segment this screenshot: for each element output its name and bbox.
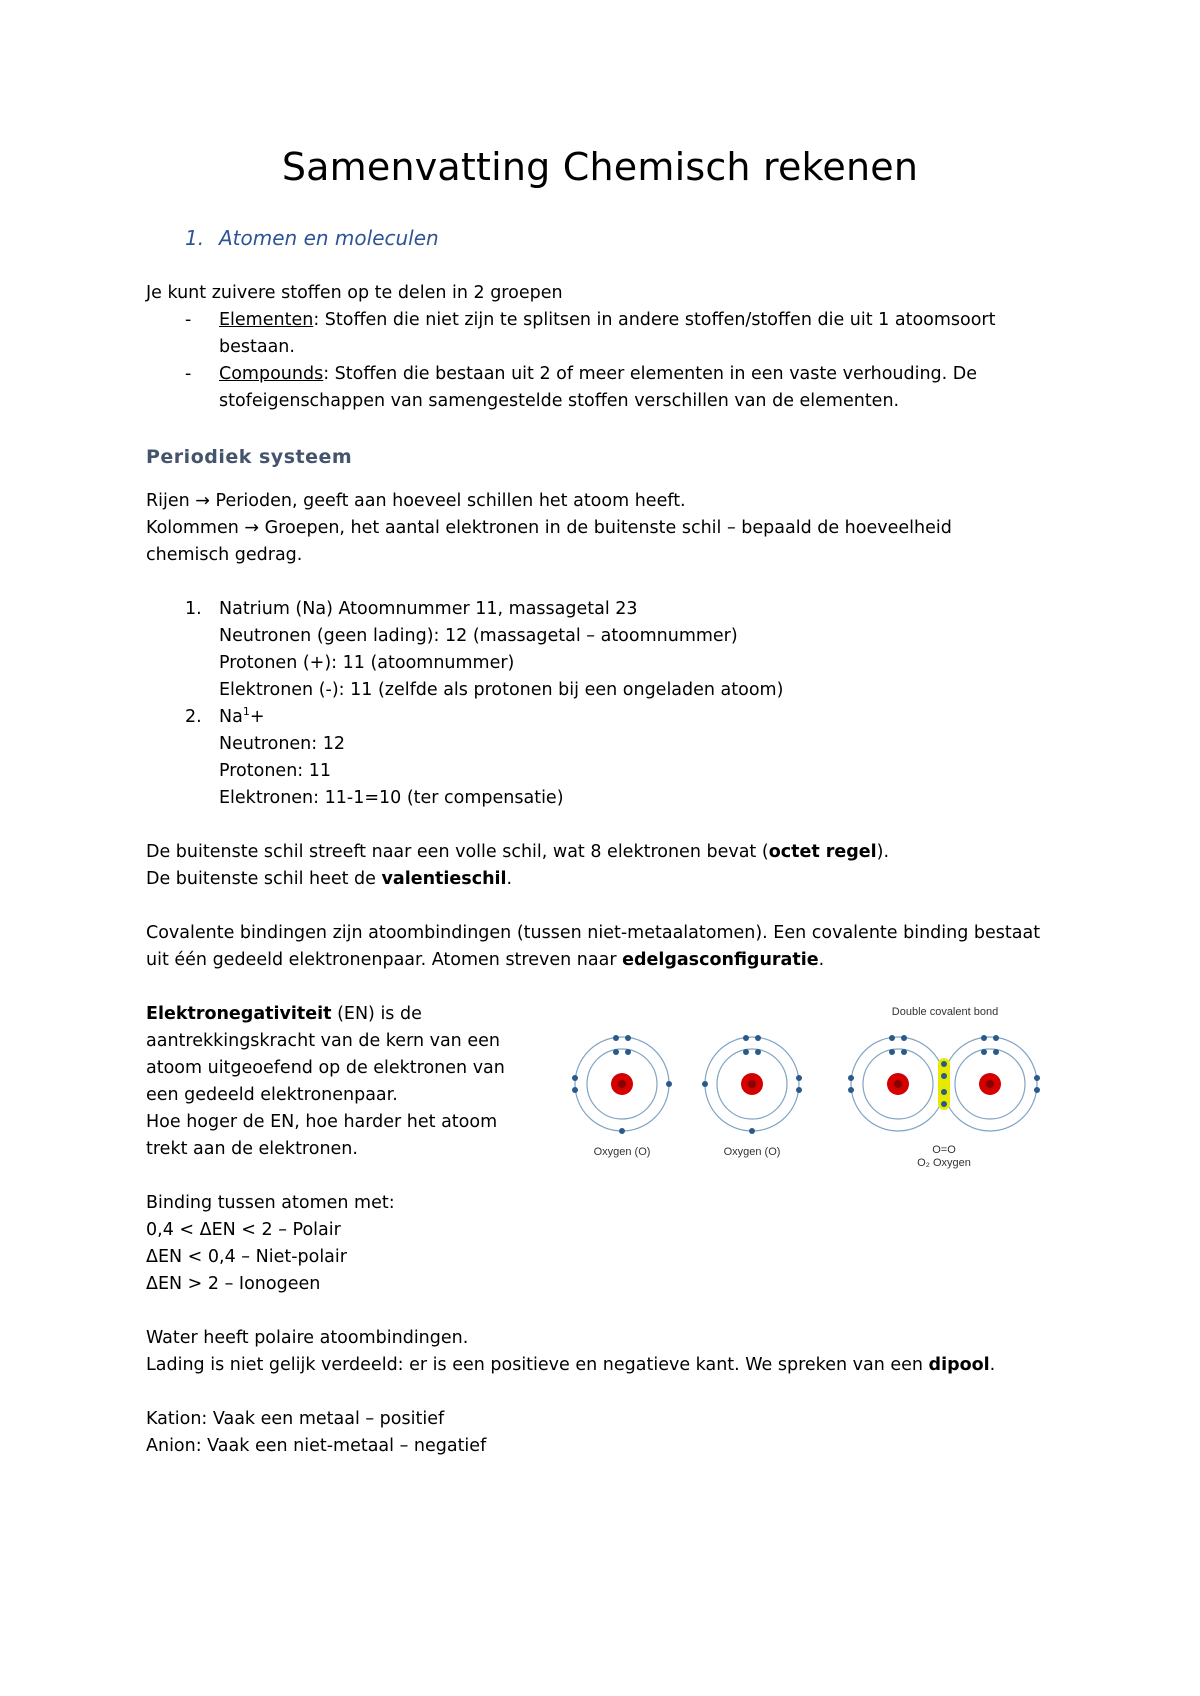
octet-line: [146, 839, 889, 866]
oxygen-atom-1: [572, 1035, 672, 1134]
en-line: aantrekkingskracht van de kern van een: [146, 1031, 500, 1051]
list-number: 1.: [185, 599, 202, 619]
figure-title: Double covalent bond: [891, 1006, 999, 1018]
bullet-compounds: [219, 361, 977, 388]
bullet-dash: -: [185, 310, 192, 330]
bullet-text: : Stoffen die bestaan uit 2 of meer elementen in een vaste verhouding. De: [323, 364, 978, 384]
rows-line: Rijen → Perioden, geeft aan hoeveel schillen het atoom heeft.: [146, 491, 686, 511]
list-number: 2.: [185, 707, 202, 727]
text: uit één gedeeld elektronenpaar. Atomen streven naar: [146, 950, 623, 970]
binding-line: 0,4 < ΔEN < 2 – Polair: [146, 1220, 341, 1240]
octet-term: octet regel: [768, 842, 877, 862]
list-item: Elektronen (-): 11 (zelfde als protonen bij een ongeladen atoom): [219, 680, 784, 700]
atom-label-1: Oxygen (O): [593, 1146, 651, 1158]
binding-heading: Binding tussen atomen met:: [146, 1193, 395, 1213]
double-covalent-bond-figure: [538, 990, 1068, 1188]
text: De buitenste schil streeft naar een volle schil, wat 8 elektronen bevat (: [146, 842, 769, 862]
ion-formula: [219, 704, 265, 731]
text: De buitenste schil heet de: [146, 869, 382, 889]
text: Lading is niet gelijk verdeeld: er is een positieve en negatieve kant. We spreken van een: [146, 1355, 929, 1375]
en-line: [146, 1001, 422, 1028]
term-compounds: Compounds: [219, 364, 324, 384]
atom-label-2: Oxygen (O): [723, 1146, 781, 1158]
page-title: Samenvatting Chemisch rekenen: [281, 145, 919, 189]
list-item: Neutronen: 12: [219, 734, 346, 754]
text: .: [989, 1355, 996, 1375]
term-elementen: Elementen: [219, 310, 314, 330]
molecule-formula: O=O: [932, 1144, 956, 1156]
molecule-label: O₂ Oxygen: [917, 1157, 971, 1169]
bullet-text: : Stoffen die niet zijn te splitsen in andere stoffen/stoffen die uit 1 atoomsoort: [313, 310, 996, 330]
dipool-term: dipool: [928, 1355, 990, 1375]
binding-line: ΔEN < 0,4 – Niet-polair: [146, 1247, 347, 1267]
bond-diagram: [538, 990, 1068, 1188]
en-term: Elektronegativiteit: [146, 1004, 332, 1024]
section-heading-atomen: [185, 226, 439, 250]
columns-line-cont: chemisch gedrag.: [146, 545, 303, 565]
en-line: Hoe hoger de EN, hoe harder het atoom: [146, 1112, 498, 1132]
list-item: Protonen (+): 11 (atoomnummer): [219, 653, 515, 673]
text: ).: [876, 842, 890, 862]
text: .: [818, 950, 825, 970]
water-line: Water heeft polaire atoombindingen.: [146, 1328, 469, 1348]
oxygen-atom-2: [702, 1035, 802, 1134]
text: (EN) is de: [331, 1004, 422, 1024]
anion-line: Anion: Vaak een niet-metaal – negatief: [146, 1436, 487, 1456]
covalent-line: Covalente bindingen zijn atoombindingen (tussen niet-metaalatomen). Een covalente binding bestaat: [146, 923, 1041, 943]
kation-line: Kation: Vaak een metaal – positief: [146, 1409, 445, 1429]
text: .: [506, 869, 513, 889]
valence-line: [146, 866, 512, 893]
bullet-elementen: [219, 307, 996, 334]
covalent-line-2: [146, 947, 824, 974]
bullet-dash: -: [185, 364, 192, 384]
binding-line: ΔEN > 2 – Ionogeen: [146, 1274, 321, 1294]
en-line: trekt aan de elektronen.: [146, 1139, 358, 1159]
list-item: Elektronen: 11-1=10 (ter compensatie): [219, 788, 564, 808]
section-heading-periodiek: Periodiek systeem: [146, 446, 353, 468]
bullet-continuation: bestaan.: [219, 337, 295, 357]
valence-term: valentieschil: [381, 869, 507, 889]
intro-text: Je kunt zuivere stoffen op te delen in 2 groepen: [146, 283, 563, 303]
bullet-continuation: stofeigenschappen van samengestelde stoffen verschillen van de elementen.: [219, 391, 900, 411]
ion-tail: +: [249, 707, 265, 727]
ion-base: Na: [219, 707, 243, 727]
section-title: Atomen en moleculen: [219, 226, 439, 250]
en-line: een gedeeld elektronenpaar.: [146, 1085, 398, 1105]
en-line: atoom uitgeoefend op de elektronen van: [146, 1058, 505, 1078]
columns-line: Kolommen → Groepen, het aantal elektronen in de buitenste schil – bepaald de hoeveelheid: [146, 518, 952, 538]
list-item: Natrium (Na) Atoomnummer 11, massagetal 23: [219, 599, 638, 619]
edelgas-term: edelgasconfiguratie: [622, 950, 819, 970]
list-item: Neutronen (geen lading): 12 (massagetal – atoomnummer): [219, 626, 738, 646]
dipool-line: [146, 1352, 995, 1379]
oxygen-molecule: [848, 1035, 1040, 1131]
list-item: Protonen: 11: [219, 761, 332, 781]
section-number: 1.: [185, 226, 205, 250]
ion-sup: 1: [242, 705, 250, 719]
